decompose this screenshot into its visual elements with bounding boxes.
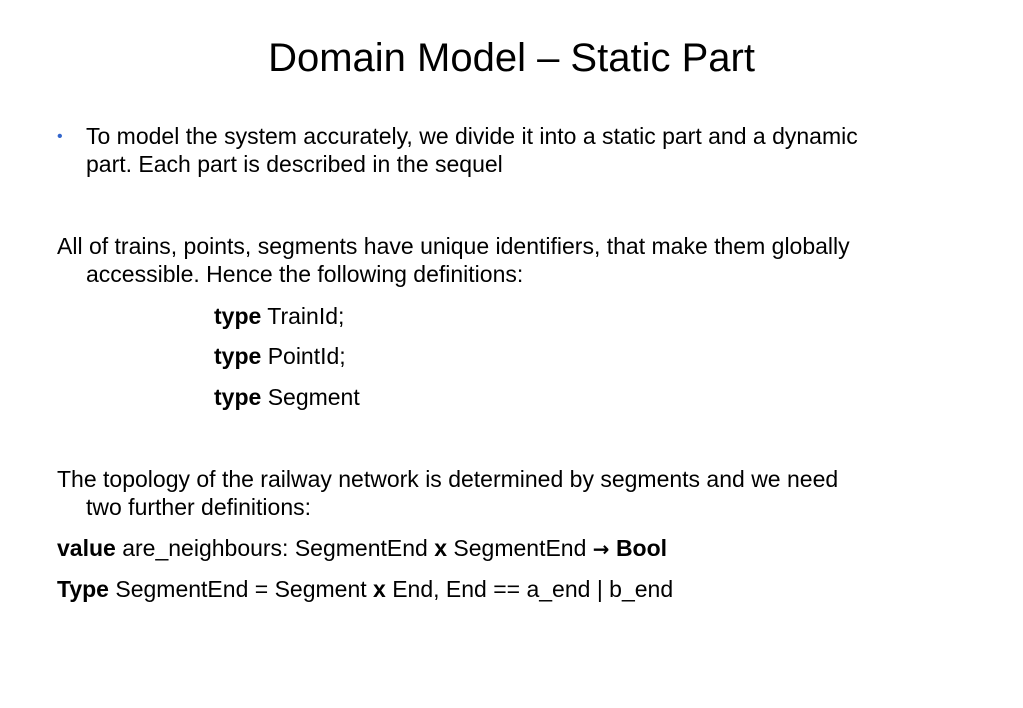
arrow-right-icon: →: [592, 537, 610, 561]
type-keyword: Type: [57, 576, 109, 602]
type-definition-right: End, End == a_end | b_end: [392, 576, 674, 602]
paragraph-topology-line-2: two further definitions:: [86, 494, 312, 520]
definition-name: PointId;: [267, 343, 346, 369]
definition-pointid: [214, 342, 346, 370]
type-keyword: type: [214, 343, 262, 369]
value-definition: [57, 534, 667, 563]
product-operator: x: [434, 535, 448, 561]
type-keyword: type: [214, 384, 262, 410]
bullet-line-2: part. Each part is described in the sequel: [86, 151, 503, 177]
definition-name: Segment: [267, 384, 360, 410]
bullet-line-1: To model the system accurately, we divide it into a static part and a dynamic: [86, 123, 858, 149]
slide-title: Domain Model – Static Part: [268, 36, 755, 80]
bullet-icon: •: [57, 128, 63, 145]
product-operator: x: [373, 576, 386, 602]
type-keyword: type: [214, 303, 262, 329]
definition-name: TrainId;: [267, 303, 345, 329]
bool-type: Bool: [615, 535, 668, 561]
value-signature-left: are_neighbours: SegmentEnd: [122, 535, 428, 561]
definition-segment: [214, 383, 360, 411]
paragraph-identifiers-line-2: accessible. Hence the following definitions:: [86, 261, 524, 287]
type-definition-left: SegmentEnd = Segment: [115, 576, 367, 602]
definition-trainid: [214, 302, 344, 330]
value-signature-right: SegmentEnd: [453, 535, 587, 561]
paragraph-topology-line-1: The topology of the railway network is determined by segments and we need: [57, 466, 839, 492]
paragraph-identifiers-line-1: All of trains, points, segments have unique identifiers, that make them globally: [57, 233, 850, 259]
type-definition: [57, 575, 673, 603]
value-keyword: value: [57, 535, 116, 561]
